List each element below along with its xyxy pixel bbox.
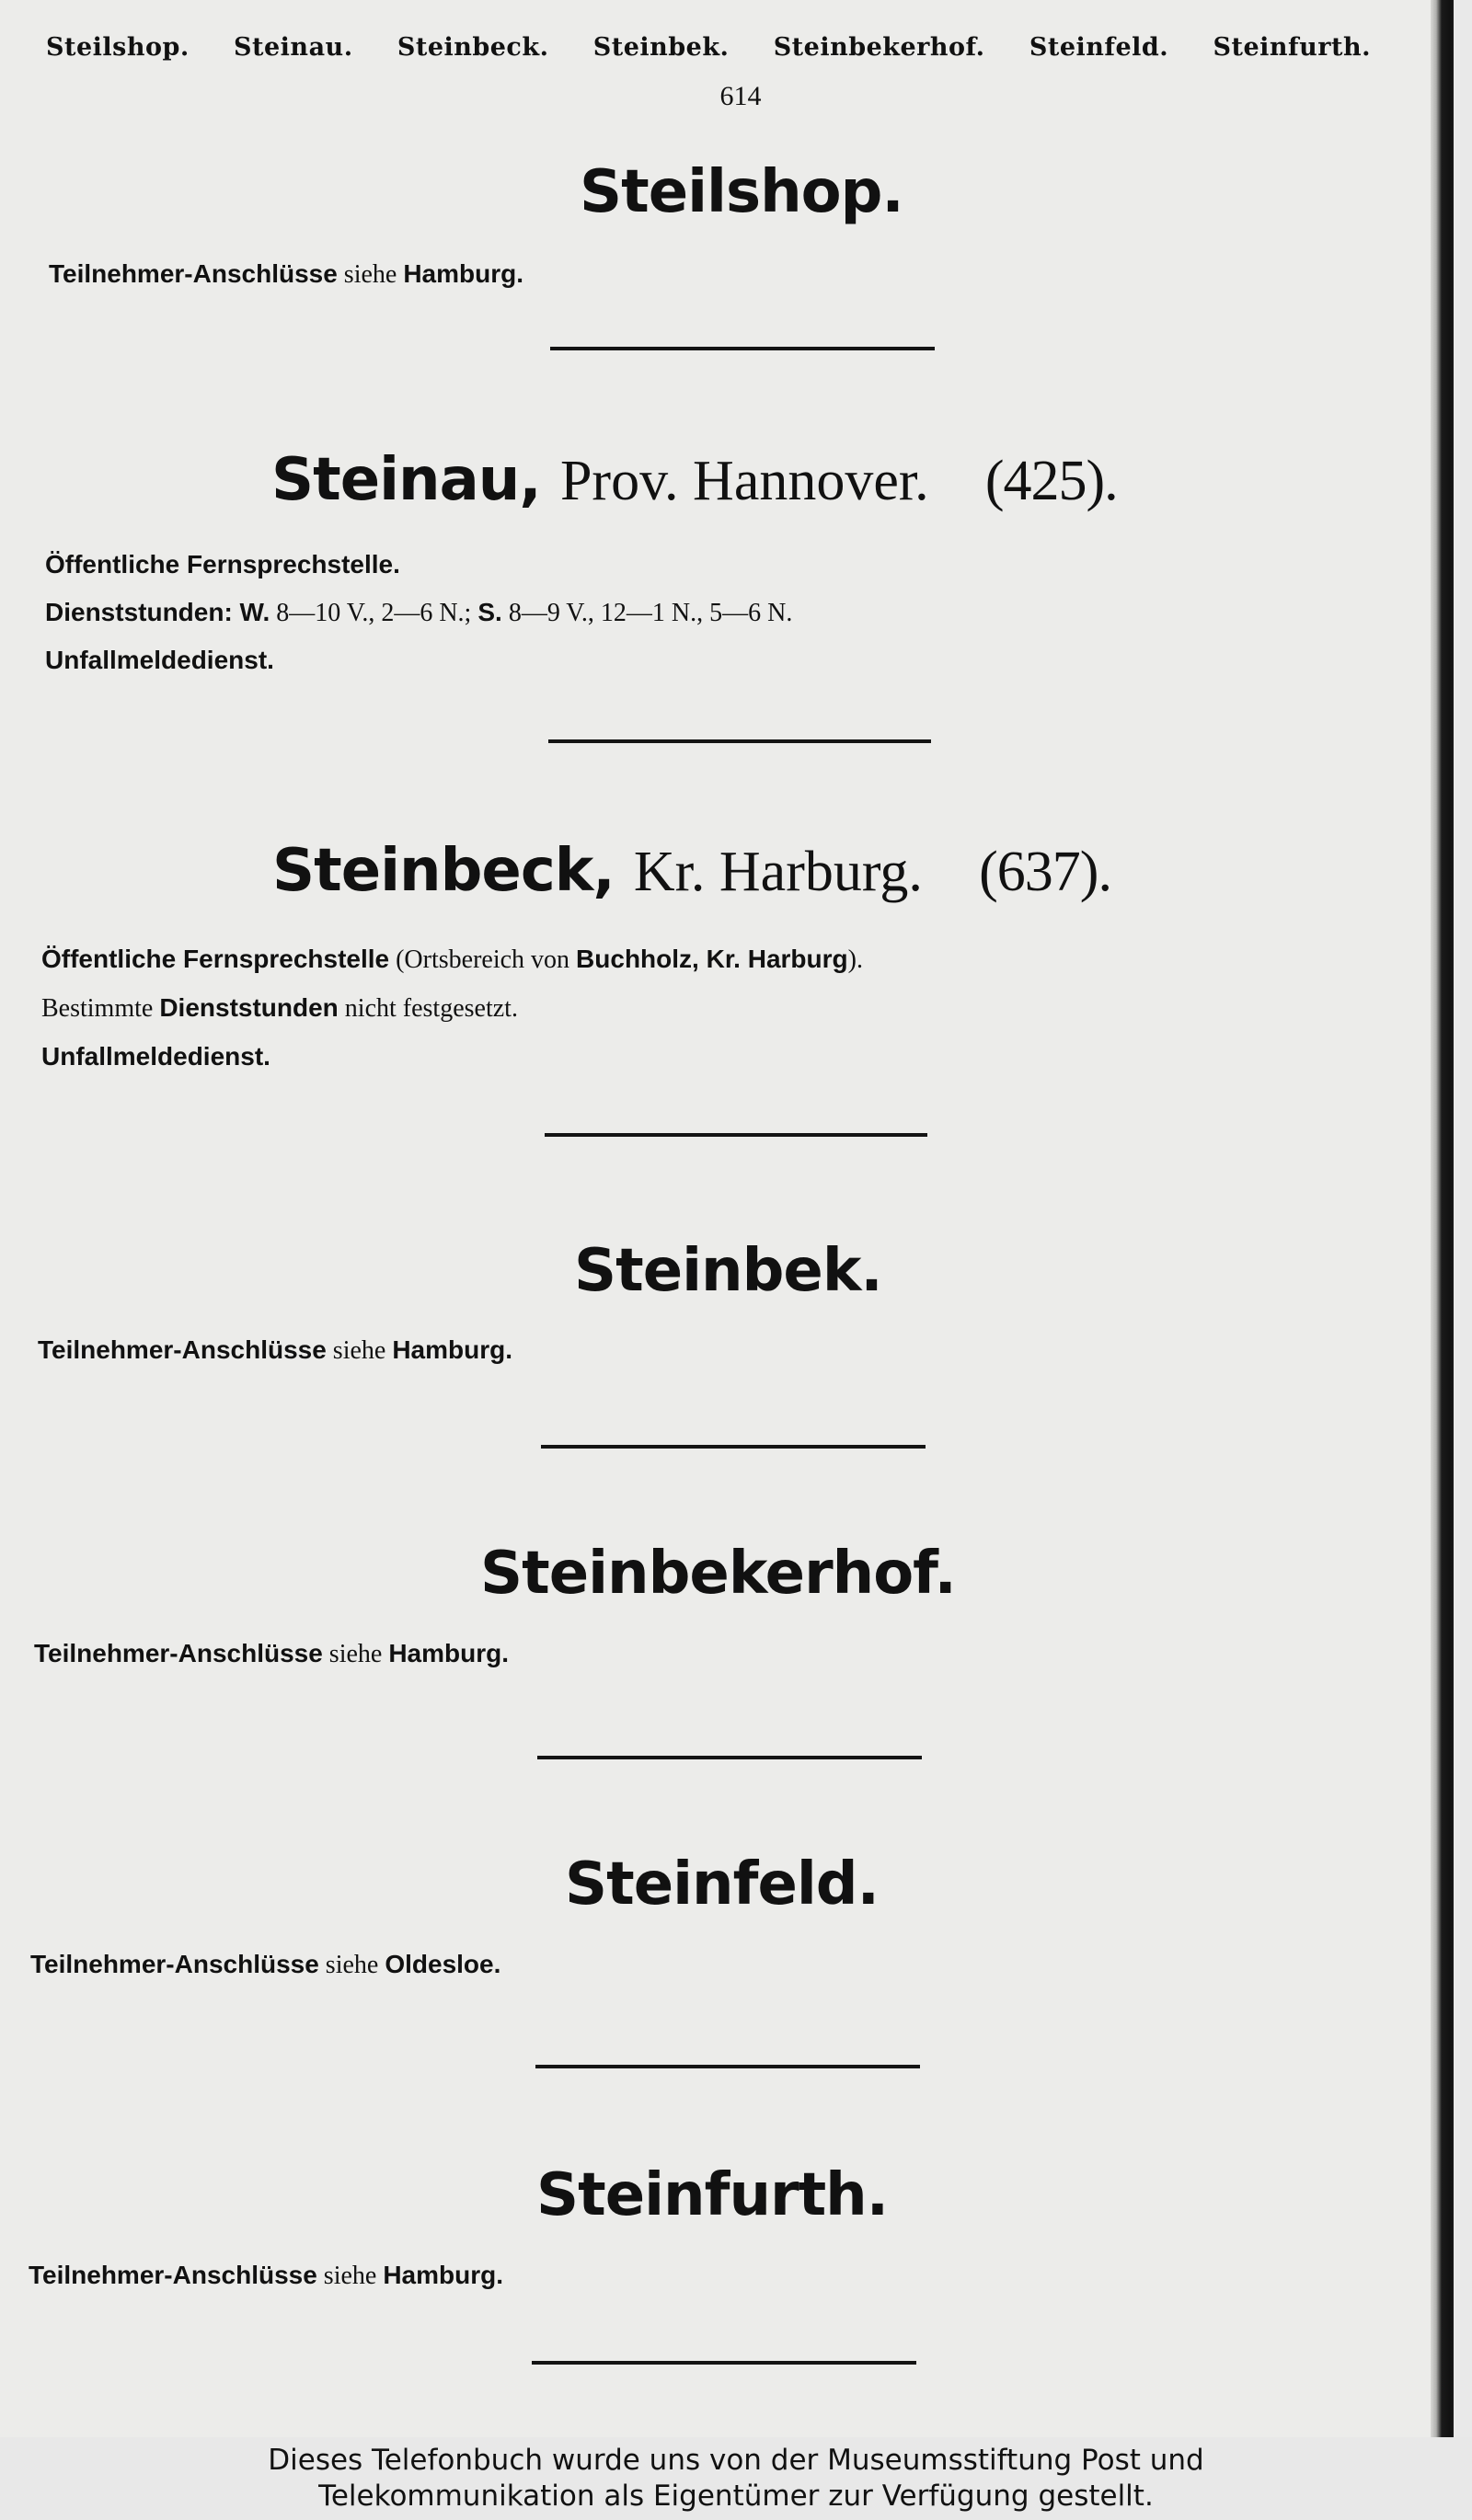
bold-text: Dienststunden	[159, 993, 339, 1022]
bold-text: Unfallmeldedienst.	[45, 646, 274, 674]
bold-text: Öffentliche Fernsprechstelle	[41, 945, 390, 973]
regular-text: nicht festgesetzt.	[338, 994, 518, 1023]
entry-title-steinbeck	[272, 837, 1111, 905]
bold-text: Teilnehmer-Anschlüsse	[49, 259, 338, 288]
bold-text: S.	[477, 598, 502, 626]
entry-title-steinfeld	[565, 1850, 879, 1919]
footer-line: Dieses Telefonbuch wurde uns von der Museumsstiftung Post und	[268, 2444, 1204, 2477]
place-link-text: Hamburg.	[383, 2261, 504, 2289]
running-head-item: Steinbeck.	[397, 33, 549, 62]
entry-code: (637).	[979, 841, 1111, 903]
place-link-text: Hamburg.	[392, 1335, 513, 1364]
entry-line	[30, 1950, 500, 1980]
entry-title-text: Steinfeld.	[565, 1850, 879, 1919]
entry-line	[29, 2261, 503, 2291]
entry-code: (425).	[984, 450, 1118, 512]
bold-text: Dienststunden: W.	[45, 598, 270, 626]
regular-text: Bestimmte	[41, 994, 160, 1023]
running-head-item: Steinbekerhof.	[773, 33, 985, 62]
page-edge	[1431, 0, 1454, 2437]
entry-line	[45, 550, 400, 579]
entry-title-text: Steinfurth.	[536, 2161, 889, 2229]
entry-subtitle: Kr. Harburg.	[633, 841, 923, 903]
regular-text: siehe	[316, 2262, 384, 2290]
place-link-text: Hamburg.	[403, 259, 524, 288]
page-number: 614	[719, 81, 762, 111]
bold-text: Teilnehmer-Anschlüsse	[29, 2261, 317, 2289]
entry-title-text: Steinbekerhof.	[480, 1540, 956, 1608]
footer-line: Telekommunikation als Eigentümer zur Verfügung gestellt.	[318, 2480, 1154, 2513]
section-rule	[535, 2065, 920, 2068]
regular-text: siehe	[337, 260, 404, 289]
entry-line	[45, 646, 274, 675]
regular-text: siehe	[318, 1951, 385, 1979]
entry-line	[41, 993, 518, 1024]
running-head	[46, 33, 1371, 62]
entry-line	[41, 945, 863, 975]
entry-title-steilshop	[580, 158, 903, 226]
bold-text: Unfallmeldedienst.	[41, 1042, 270, 1071]
entry-line	[49, 259, 523, 290]
section-rule	[550, 347, 935, 350]
entry-title-text: Steinbek.	[574, 1237, 882, 1305]
entry-line	[38, 1335, 512, 1366]
regular-text: siehe	[326, 1336, 393, 1365]
entry-line	[41, 1042, 270, 1071]
regular-text: (Ortsbereich von	[389, 945, 577, 974]
entry-title-steinfurth	[536, 2161, 888, 2229]
footer-notice	[0, 2437, 1472, 2520]
running-head-item: Steinbek.	[592, 33, 730, 62]
entry-title-text: Steinbeck,	[272, 837, 615, 905]
regular-text: 8—10 V., 2—6 N.;	[270, 599, 478, 627]
entry-title-steinbek	[574, 1237, 882, 1305]
entry-title-steinau	[271, 446, 1118, 514]
running-head-item: Steilshop.	[46, 33, 190, 62]
running-head-item: Steinfurth.	[1213, 33, 1371, 62]
bold-text: Teilnehmer-Anschlüsse	[38, 1335, 327, 1364]
section-rule	[545, 1133, 927, 1137]
entry-line	[45, 598, 792, 628]
running-head-item: Steinfeld.	[1029, 33, 1169, 62]
place-link-text: Buchholz, Kr. Harburg	[576, 945, 848, 973]
section-rule	[537, 1756, 922, 1759]
running-head-item: Steinau.	[234, 33, 353, 62]
section-rule	[532, 2361, 916, 2365]
place-link-text: Oldesloe.	[385, 1950, 501, 1978]
bold-text: Öffentliche Fernsprechstelle.	[45, 550, 400, 578]
regular-text: ).	[847, 945, 863, 974]
regular-text: siehe	[322, 1640, 389, 1668]
section-rule	[548, 739, 931, 743]
bold-text: Teilnehmer-Anschlüsse	[34, 1639, 323, 1667]
place-link-text: Hamburg.	[388, 1639, 510, 1667]
entry-line	[34, 1639, 509, 1669]
entry-title-text: Steilshop.	[580, 158, 903, 226]
entry-title-steinbekerhof	[480, 1540, 956, 1608]
section-rule	[541, 1445, 926, 1449]
entry-subtitle: Prov. Hannover.	[559, 450, 929, 512]
regular-text: 8—9 V., 12—1 N., 5—6 N.	[501, 599, 793, 627]
bold-text: Teilnehmer-Anschlüsse	[30, 1950, 319, 1978]
entry-title-text: Steinau,	[271, 446, 541, 514]
